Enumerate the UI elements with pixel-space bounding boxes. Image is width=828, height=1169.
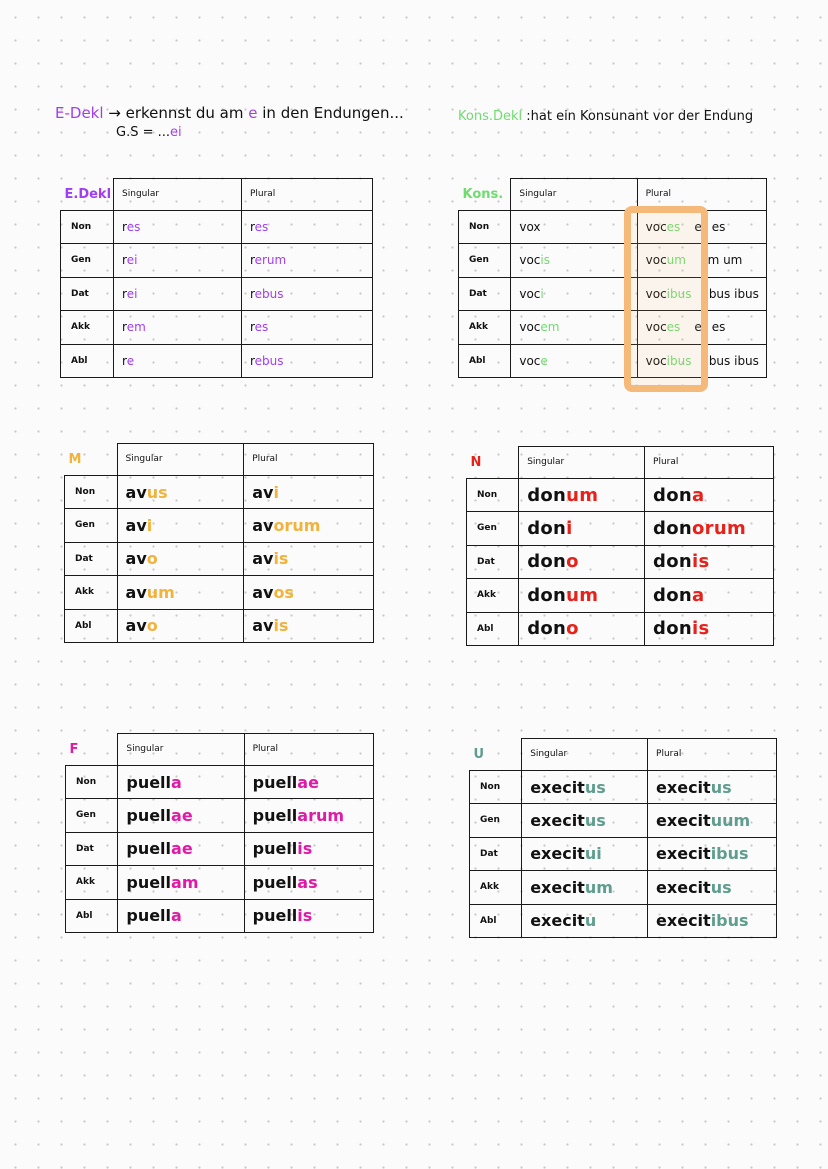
table-o-declension-n: [466, 446, 774, 646]
ending: ui: [584, 844, 602, 864]
stem: av: [125, 515, 147, 535]
ending: a: [692, 584, 705, 606]
stem: r: [249, 286, 255, 301]
stem: av: [125, 549, 147, 569]
singular-form: [117, 542, 244, 575]
stem: don: [527, 618, 567, 640]
stem: voc: [519, 286, 541, 301]
ending: i: [540, 286, 544, 301]
plural-form: [241, 277, 372, 310]
singular-form: [511, 210, 637, 243]
singular-header: Singular: [118, 734, 244, 766]
table-row: [61, 344, 373, 377]
ending: us: [584, 777, 606, 797]
singular-form: [522, 904, 648, 937]
e-letter: e: [248, 104, 258, 122]
singular-form: [522, 770, 648, 803]
stem: don: [653, 551, 693, 573]
stem: execit: [656, 911, 711, 931]
stem: voc: [645, 253, 667, 268]
stem: r: [122, 320, 127, 335]
ending: es: [126, 220, 141, 235]
table-row: [470, 904, 777, 937]
table-row: [61, 311, 373, 344]
stem: voc: [519, 253, 541, 268]
e-dekl-label: E-Dekl: [55, 104, 104, 122]
ending: is: [692, 618, 710, 640]
case-label: Dat: [66, 832, 118, 865]
case-label: Abl: [65, 609, 118, 642]
table-row: [470, 837, 777, 870]
ending: e: [126, 353, 135, 368]
singular-form: [118, 832, 244, 865]
stem: av: [125, 482, 147, 502]
table-row: [467, 612, 774, 645]
ending: erum: [254, 253, 287, 268]
kons-declension-note: [458, 109, 753, 124]
table-row: [459, 311, 767, 344]
stem: voc: [519, 353, 541, 368]
plural-form: [244, 542, 374, 575]
table-row: [65, 542, 374, 575]
singular-form: [519, 579, 645, 612]
case-label: Akk: [66, 866, 118, 899]
case-label: Akk: [470, 871, 522, 904]
singular-form: [522, 804, 648, 837]
plural-form: [241, 244, 372, 277]
stem: don: [653, 517, 693, 539]
case-label: Non: [61, 210, 114, 243]
case-label: Non: [66, 765, 118, 798]
table-row: [66, 866, 374, 899]
ending: um: [146, 582, 175, 602]
stem: r: [122, 220, 127, 235]
ending: o: [146, 549, 158, 569]
declension-table: [458, 178, 767, 378]
case-label: Abl: [61, 344, 114, 377]
case-label: Abl: [470, 904, 522, 937]
singular-form: [522, 871, 648, 904]
stem: r: [249, 220, 255, 235]
extra-endings: ibus ibus: [705, 286, 759, 301]
plural-highlight-box: [624, 206, 708, 392]
ending: arum: [297, 805, 345, 825]
extra-endings: um um: [699, 253, 743, 268]
table-row: [467, 512, 774, 545]
ending: is: [297, 906, 313, 926]
declension-table: [64, 443, 374, 643]
stem: puell: [126, 872, 172, 892]
stem: voc: [645, 220, 667, 235]
table-row: [66, 799, 374, 832]
extra-endings: es es: [694, 220, 726, 235]
singular-form: [117, 509, 244, 542]
ending: em: [540, 320, 560, 335]
extra-endings: es es: [694, 320, 726, 335]
table-row: [61, 210, 373, 243]
ending: a: [692, 484, 705, 506]
singular-form: [118, 866, 244, 899]
table-row: [459, 344, 767, 377]
table-row: [470, 804, 777, 837]
case-label: Abl: [459, 344, 511, 377]
table-row: [467, 545, 774, 578]
ending: ae: [171, 839, 193, 859]
stem: vox: [519, 220, 541, 235]
stem: r: [122, 253, 127, 268]
e-dekl-rest: in den Endungen...: [257, 104, 404, 122]
case-label: Abl: [66, 899, 118, 932]
stem: puell: [126, 839, 172, 859]
ending: u: [584, 911, 597, 931]
ending: ibus: [710, 844, 749, 864]
kons-dekl-label: Kons.Dekl: [458, 109, 523, 124]
table-row: [459, 244, 767, 277]
plural-form: [244, 899, 373, 932]
table-u-declension: [469, 738, 777, 938]
table-row: [65, 509, 374, 542]
stem: voc: [645, 353, 667, 368]
plural-form: [244, 509, 374, 542]
ending: is: [273, 549, 289, 569]
singular-form: [114, 311, 242, 344]
stem: execit: [530, 911, 585, 931]
table-label: M: [65, 444, 118, 476]
table-row: [65, 609, 374, 642]
table-row: [65, 576, 374, 609]
singular-header: Singular: [519, 447, 645, 479]
ending: ae: [297, 772, 319, 792]
ending: a: [171, 906, 182, 926]
stem: r: [122, 286, 127, 301]
case-label: Dat: [61, 277, 114, 310]
table-row: [470, 770, 777, 803]
plural-form: [648, 871, 777, 904]
singular-form: [519, 612, 645, 645]
singular-form: [511, 244, 637, 277]
singular-header: Singular: [511, 179, 637, 211]
stem: don: [527, 484, 567, 506]
stem: execit: [656, 810, 711, 830]
plural-form: [645, 478, 774, 511]
ending: e: [540, 353, 548, 368]
table-o-declension-m: [64, 443, 374, 643]
singular-form: [522, 837, 648, 870]
stem: execit: [530, 777, 585, 797]
plural-header: Plural: [244, 444, 374, 476]
stem: puell: [252, 805, 298, 825]
table-label: N: [467, 447, 519, 479]
stem: av: [252, 549, 274, 569]
ending: ei: [126, 286, 138, 301]
stem: puell: [252, 872, 298, 892]
table-row: [61, 244, 373, 277]
table-row: [467, 579, 774, 612]
table-row: [459, 277, 767, 310]
table-label: F: [66, 734, 118, 766]
stem: execit: [656, 877, 711, 897]
case-label: Akk: [65, 576, 118, 609]
stem: av: [252, 482, 274, 502]
stem: don: [653, 484, 693, 506]
plural-form: [244, 576, 374, 609]
ending: us: [710, 777, 732, 797]
stem: execit: [656, 844, 711, 864]
singular-form: [114, 277, 242, 310]
stem: av: [252, 582, 274, 602]
stem: puell: [126, 805, 172, 825]
stem: execit: [530, 844, 585, 864]
table-row: [459, 210, 767, 243]
stem: r: [249, 353, 255, 368]
singular-form: [519, 545, 645, 578]
stem: av: [252, 515, 274, 535]
stem: av: [125, 582, 147, 602]
e-declension-note: [55, 104, 404, 122]
ending: is: [273, 616, 289, 636]
table-row: [66, 765, 374, 798]
table-label: U: [470, 739, 522, 771]
plural-form: [645, 545, 774, 578]
singular-form: [511, 277, 637, 310]
ending: um: [566, 584, 599, 606]
e-genitive-note: [116, 125, 182, 140]
ending: ebus: [254, 353, 284, 368]
ending: orum: [692, 517, 747, 539]
case-label: Dat: [470, 837, 522, 870]
declension-table: [65, 733, 374, 933]
case-label: Dat: [467, 545, 519, 578]
stem: don: [653, 618, 693, 640]
ending: ibus: [666, 353, 692, 368]
ending: is: [692, 551, 710, 573]
plural-header: Plural: [244, 734, 373, 766]
declension-table: [469, 738, 777, 938]
singular-form: [519, 512, 645, 545]
case-label: Akk: [467, 579, 519, 612]
plural-header: Plural: [637, 179, 766, 211]
stem: puell: [252, 772, 298, 792]
stem: r: [249, 320, 255, 335]
ending: ae: [171, 805, 193, 825]
stem: execit: [530, 877, 585, 897]
singular-form: [519, 478, 645, 511]
plural-form: [645, 612, 774, 645]
plural-header: Plural: [645, 447, 774, 479]
ending: orum: [273, 515, 321, 535]
ending: is: [540, 253, 550, 268]
ending: o: [566, 551, 579, 573]
ending: uum: [710, 810, 751, 830]
table-a-declension-f: [65, 733, 374, 933]
case-label: Dat: [459, 277, 511, 310]
stem: execit: [530, 810, 585, 830]
singular-form: [114, 344, 242, 377]
declension-table: [466, 446, 774, 646]
plural-form: [244, 609, 374, 642]
ending: ei: [126, 253, 138, 268]
plural-form: [241, 344, 372, 377]
case-label: Non: [459, 210, 511, 243]
singular-form: [118, 765, 244, 798]
ending: um: [666, 253, 686, 268]
table-row: [467, 478, 774, 511]
singular-form: [511, 311, 637, 344]
case-label: Non: [65, 475, 118, 508]
case-label: Gen: [65, 509, 118, 542]
case-label: Non: [467, 478, 519, 511]
table-row: [470, 871, 777, 904]
plural-form: [244, 866, 373, 899]
table-kons-declension: [458, 178, 767, 378]
case-label: Akk: [459, 311, 511, 344]
singular-form: [511, 344, 637, 377]
singular-header: Singular: [522, 739, 648, 771]
gs-ending: ei: [170, 125, 182, 140]
plural-form: [241, 311, 372, 344]
case-label: Dat: [65, 542, 118, 575]
stem: puell: [126, 906, 172, 926]
ending: os: [273, 582, 294, 602]
stem: execit: [656, 777, 711, 797]
plural-form: [244, 765, 373, 798]
plural-form: [241, 210, 372, 243]
ending: es: [254, 320, 269, 335]
ending: o: [146, 616, 158, 636]
gs-label: G.S = ...: [116, 125, 171, 140]
ending: um: [566, 484, 599, 506]
singular-form: [117, 609, 244, 642]
ending: as: [297, 872, 318, 892]
ending: us: [584, 810, 606, 830]
case-label: Gen: [61, 244, 114, 277]
ending: em: [126, 320, 146, 335]
singular-header: Singular: [114, 179, 242, 211]
ending: es: [666, 220, 681, 235]
stem: voc: [519, 320, 541, 335]
singular-form: [114, 210, 242, 243]
plural-header: Plural: [648, 739, 777, 771]
plural-form: [648, 837, 777, 870]
table-row: [66, 832, 374, 865]
ending: am: [171, 872, 199, 892]
ending: a: [171, 772, 182, 792]
plural-form: [645, 512, 774, 545]
stem: voc: [645, 286, 667, 301]
ending: o: [566, 618, 579, 640]
table-row: [66, 899, 374, 932]
extra-endings: ibus ibus: [705, 353, 759, 368]
ending: i: [146, 515, 153, 535]
plural-form: [244, 475, 374, 508]
ending: um: [584, 877, 613, 897]
stem: don: [653, 584, 693, 606]
plural-form: [244, 799, 373, 832]
ending: i: [273, 482, 279, 502]
plural-form: [648, 804, 777, 837]
singular-form: [118, 899, 244, 932]
stem: av: [125, 616, 147, 636]
table-e-declension: [60, 178, 373, 378]
case-label: Gen: [470, 804, 522, 837]
kons-dekl-rest: :hat ein Konsunant vor der Endung: [522, 109, 754, 124]
case-label: Gen: [467, 512, 519, 545]
plural-form: [244, 832, 373, 865]
stem: voc: [645, 320, 667, 335]
singular-form: [117, 576, 244, 609]
table-label: E.Dekl: [61, 179, 114, 211]
ending: i: [566, 517, 573, 539]
singular-header: Singular: [117, 444, 244, 476]
stem: don: [527, 517, 567, 539]
stem: puell: [252, 839, 298, 859]
ending: ebus: [254, 286, 284, 301]
singular-form: [114, 244, 242, 277]
ending: is: [297, 839, 313, 859]
singular-form: [117, 475, 244, 508]
case-label: Gen: [66, 799, 118, 832]
singular-form: [118, 799, 244, 832]
case-label: Akk: [61, 311, 114, 344]
stem: puell: [126, 772, 172, 792]
plural-form: [648, 904, 777, 937]
ending: us: [710, 877, 732, 897]
stem: r: [249, 253, 255, 268]
table-label: Kons.: [459, 179, 511, 211]
ending: ibus: [710, 911, 749, 931]
table-row: [65, 475, 374, 508]
plural-header: Plural: [241, 179, 372, 211]
e-dekl-arrow-text: → erkennst du am: [103, 104, 249, 122]
table-row: [61, 277, 373, 310]
case-label: Non: [470, 770, 522, 803]
stem: puell: [252, 906, 298, 926]
plural-form: [648, 770, 777, 803]
ending: us: [146, 482, 168, 502]
case-label: Abl: [467, 612, 519, 645]
case-label: Gen: [459, 244, 511, 277]
stem: don: [527, 584, 567, 606]
stem: r: [122, 353, 127, 368]
stem: av: [252, 616, 274, 636]
ending: es: [254, 220, 269, 235]
stem: don: [527, 551, 567, 573]
ending: ibus: [666, 286, 692, 301]
declension-table: [60, 178, 373, 378]
ending: es: [666, 320, 681, 335]
plural-form: [645, 579, 774, 612]
